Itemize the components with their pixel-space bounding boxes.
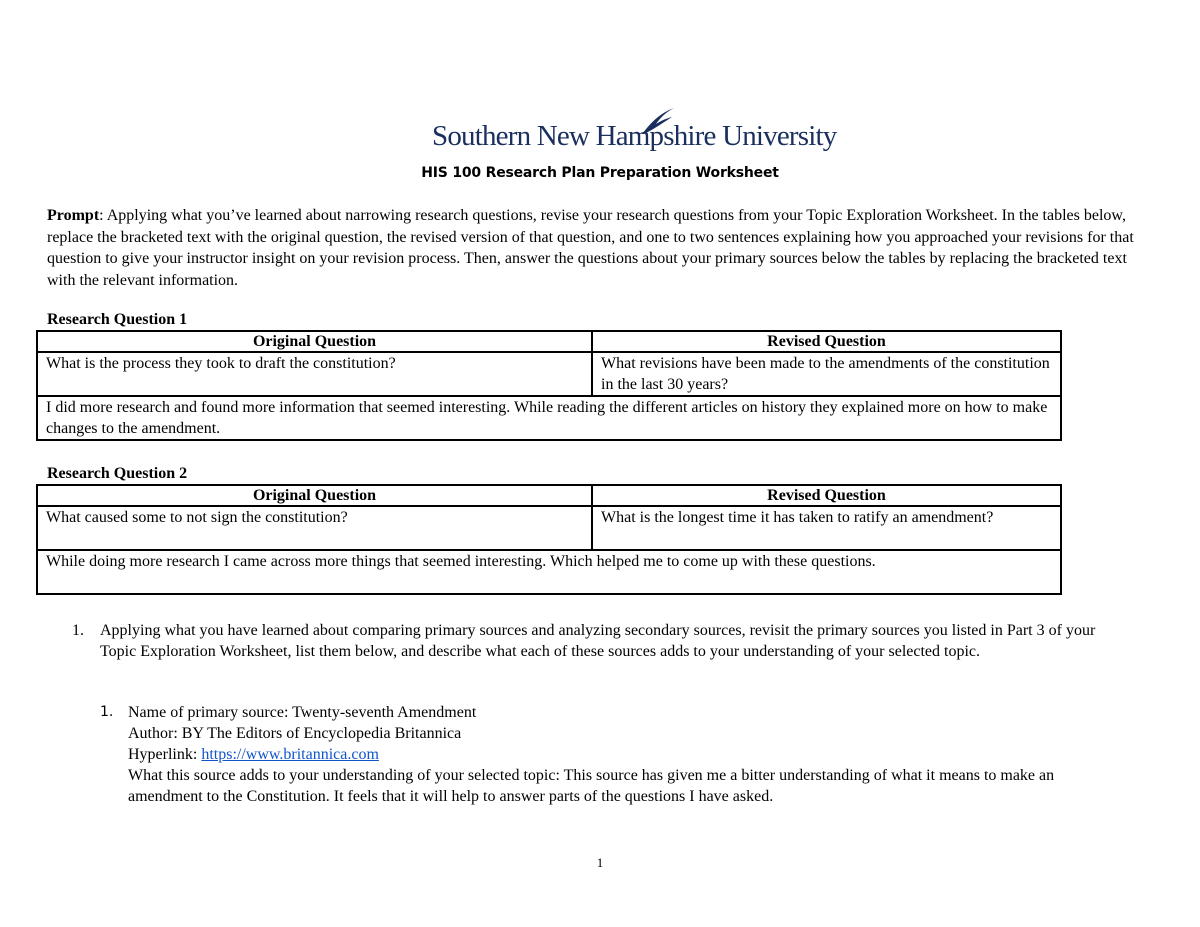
table-header-row: [37, 331, 1061, 352]
research-question-1-heading: Research Question 1: [47, 311, 188, 328]
university-logo: [432, 106, 837, 158]
page-number: 1: [596, 855, 604, 870]
revised-question-cell[interactable]: What is the longest time it has taken to ratify an amendment?: [592, 506, 1061, 550]
revised-question-header: Revised Question: [592, 331, 1061, 352]
feather-icon: [636, 106, 676, 136]
original-question-header: Original Question: [37, 485, 592, 506]
question-text: Applying what you have learned about comparing primary sources and analyzing secondary sources, revisit the primary sources you listed in Part 3 of your Topic Exploration Worksheet, list them below, and describe what each of these sources adds to your understanding of your selected topic.: [100, 622, 1096, 660]
research-question-2-table: [36, 484, 1062, 595]
prompt-paragraph: [47, 205, 1159, 291]
revised-question-header: Revised Question: [592, 485, 1061, 506]
source-author[interactable]: Author: BY The Editors of Encyclopedia Britannica: [128, 725, 462, 742]
research-question-1-table: [36, 330, 1062, 441]
revised-question-cell[interactable]: What revisions have been made to the amendments of the constitution in the last 30 years?: [592, 352, 1061, 396]
document-title: HIS 100 Research Plan Preparation Worksheet: [421, 165, 779, 181]
revision-explanation-cell[interactable]: While doing more research I came across more things that seemed interesting. Which helped me to come up with these questions.: [37, 550, 1061, 594]
research-question-2-heading: Research Question 2: [47, 465, 188, 482]
source-number: 1.: [100, 704, 114, 720]
table-row: [37, 396, 1061, 440]
question-number: 1.: [72, 622, 84, 639]
source-hyperlink-line: [128, 744, 1128, 765]
source-name[interactable]: Name of primary source: Twenty-seventh Amendment: [128, 704, 477, 721]
source-adds-text[interactable]: What this source adds to your understanding of your selected topic: This source has given me a bitter understanding of what it means to make an amendment to the Constitution. It feels that it will help to answer parts of the questions I have asked.: [128, 767, 1055, 805]
table-row: [37, 506, 1061, 550]
table-row: [37, 352, 1061, 396]
revision-explanation-cell[interactable]: I did more research and found more information that seemed interesting. While reading the different articles on history they explained more on how to make changes to the amendment.: [37, 396, 1061, 440]
original-question-cell[interactable]: What caused some to not sign the constitution?: [37, 506, 592, 550]
table-header-row: [37, 485, 1061, 506]
primary-source-entry: [128, 702, 1128, 807]
prompt-label: Prompt: [47, 207, 100, 224]
source-hyperlink[interactable]: https://www.britannica.com: [201, 746, 379, 763]
hyperlink-label: Hyperlink:: [128, 746, 202, 763]
original-question-header: Original Question: [37, 331, 592, 352]
prompt-text: : Applying what you’ve learned about narrowing research questions, revise your research questions from your Topic Exploration Worksheet. In the tables below, replace the bracketed text with the original question, the revised version of that question, and one to two sentences explaining how you approached your revisions for that question to give your instructor insight on your revision process. Then, answer the questions about your primary sources below the tables by replacing the bracketed text with the relevant information.: [47, 207, 1134, 289]
original-question-cell[interactable]: What is the process they took to draft the constitution?: [37, 352, 592, 396]
logo-wordmark: Southern New Hampshire University: [432, 120, 837, 152]
table-row: [37, 550, 1061, 594]
